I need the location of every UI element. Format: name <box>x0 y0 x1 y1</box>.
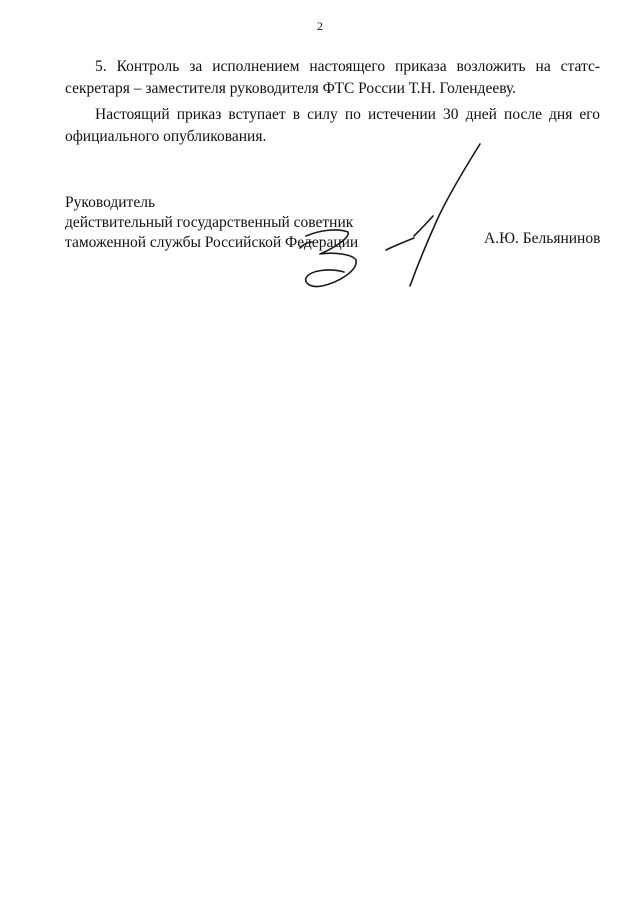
handwritten-signature <box>290 138 500 298</box>
paragraph-effective-date-text: Настоящий приказ вступает в силу по истечении 30 дней после дня его официального опубликования. <box>65 106 600 145</box>
signer-organization: таможенной службы Российской Федерации <box>65 234 359 251</box>
paragraph-control <box>65 56 600 100</box>
signer-position-title: Руководитель <box>65 194 156 211</box>
signer-name: А.Ю. Бельянинов <box>484 230 601 247</box>
page-number: 2 <box>317 19 323 33</box>
paragraph-control-text: 5. Контроль за исполнением настоящего приказа возложить на статс-секретаря – заместителя руководителя ФТС России Т.Н. Голендееву. <box>65 58 600 97</box>
signer-rank: действительный государственный советник <box>65 214 354 231</box>
